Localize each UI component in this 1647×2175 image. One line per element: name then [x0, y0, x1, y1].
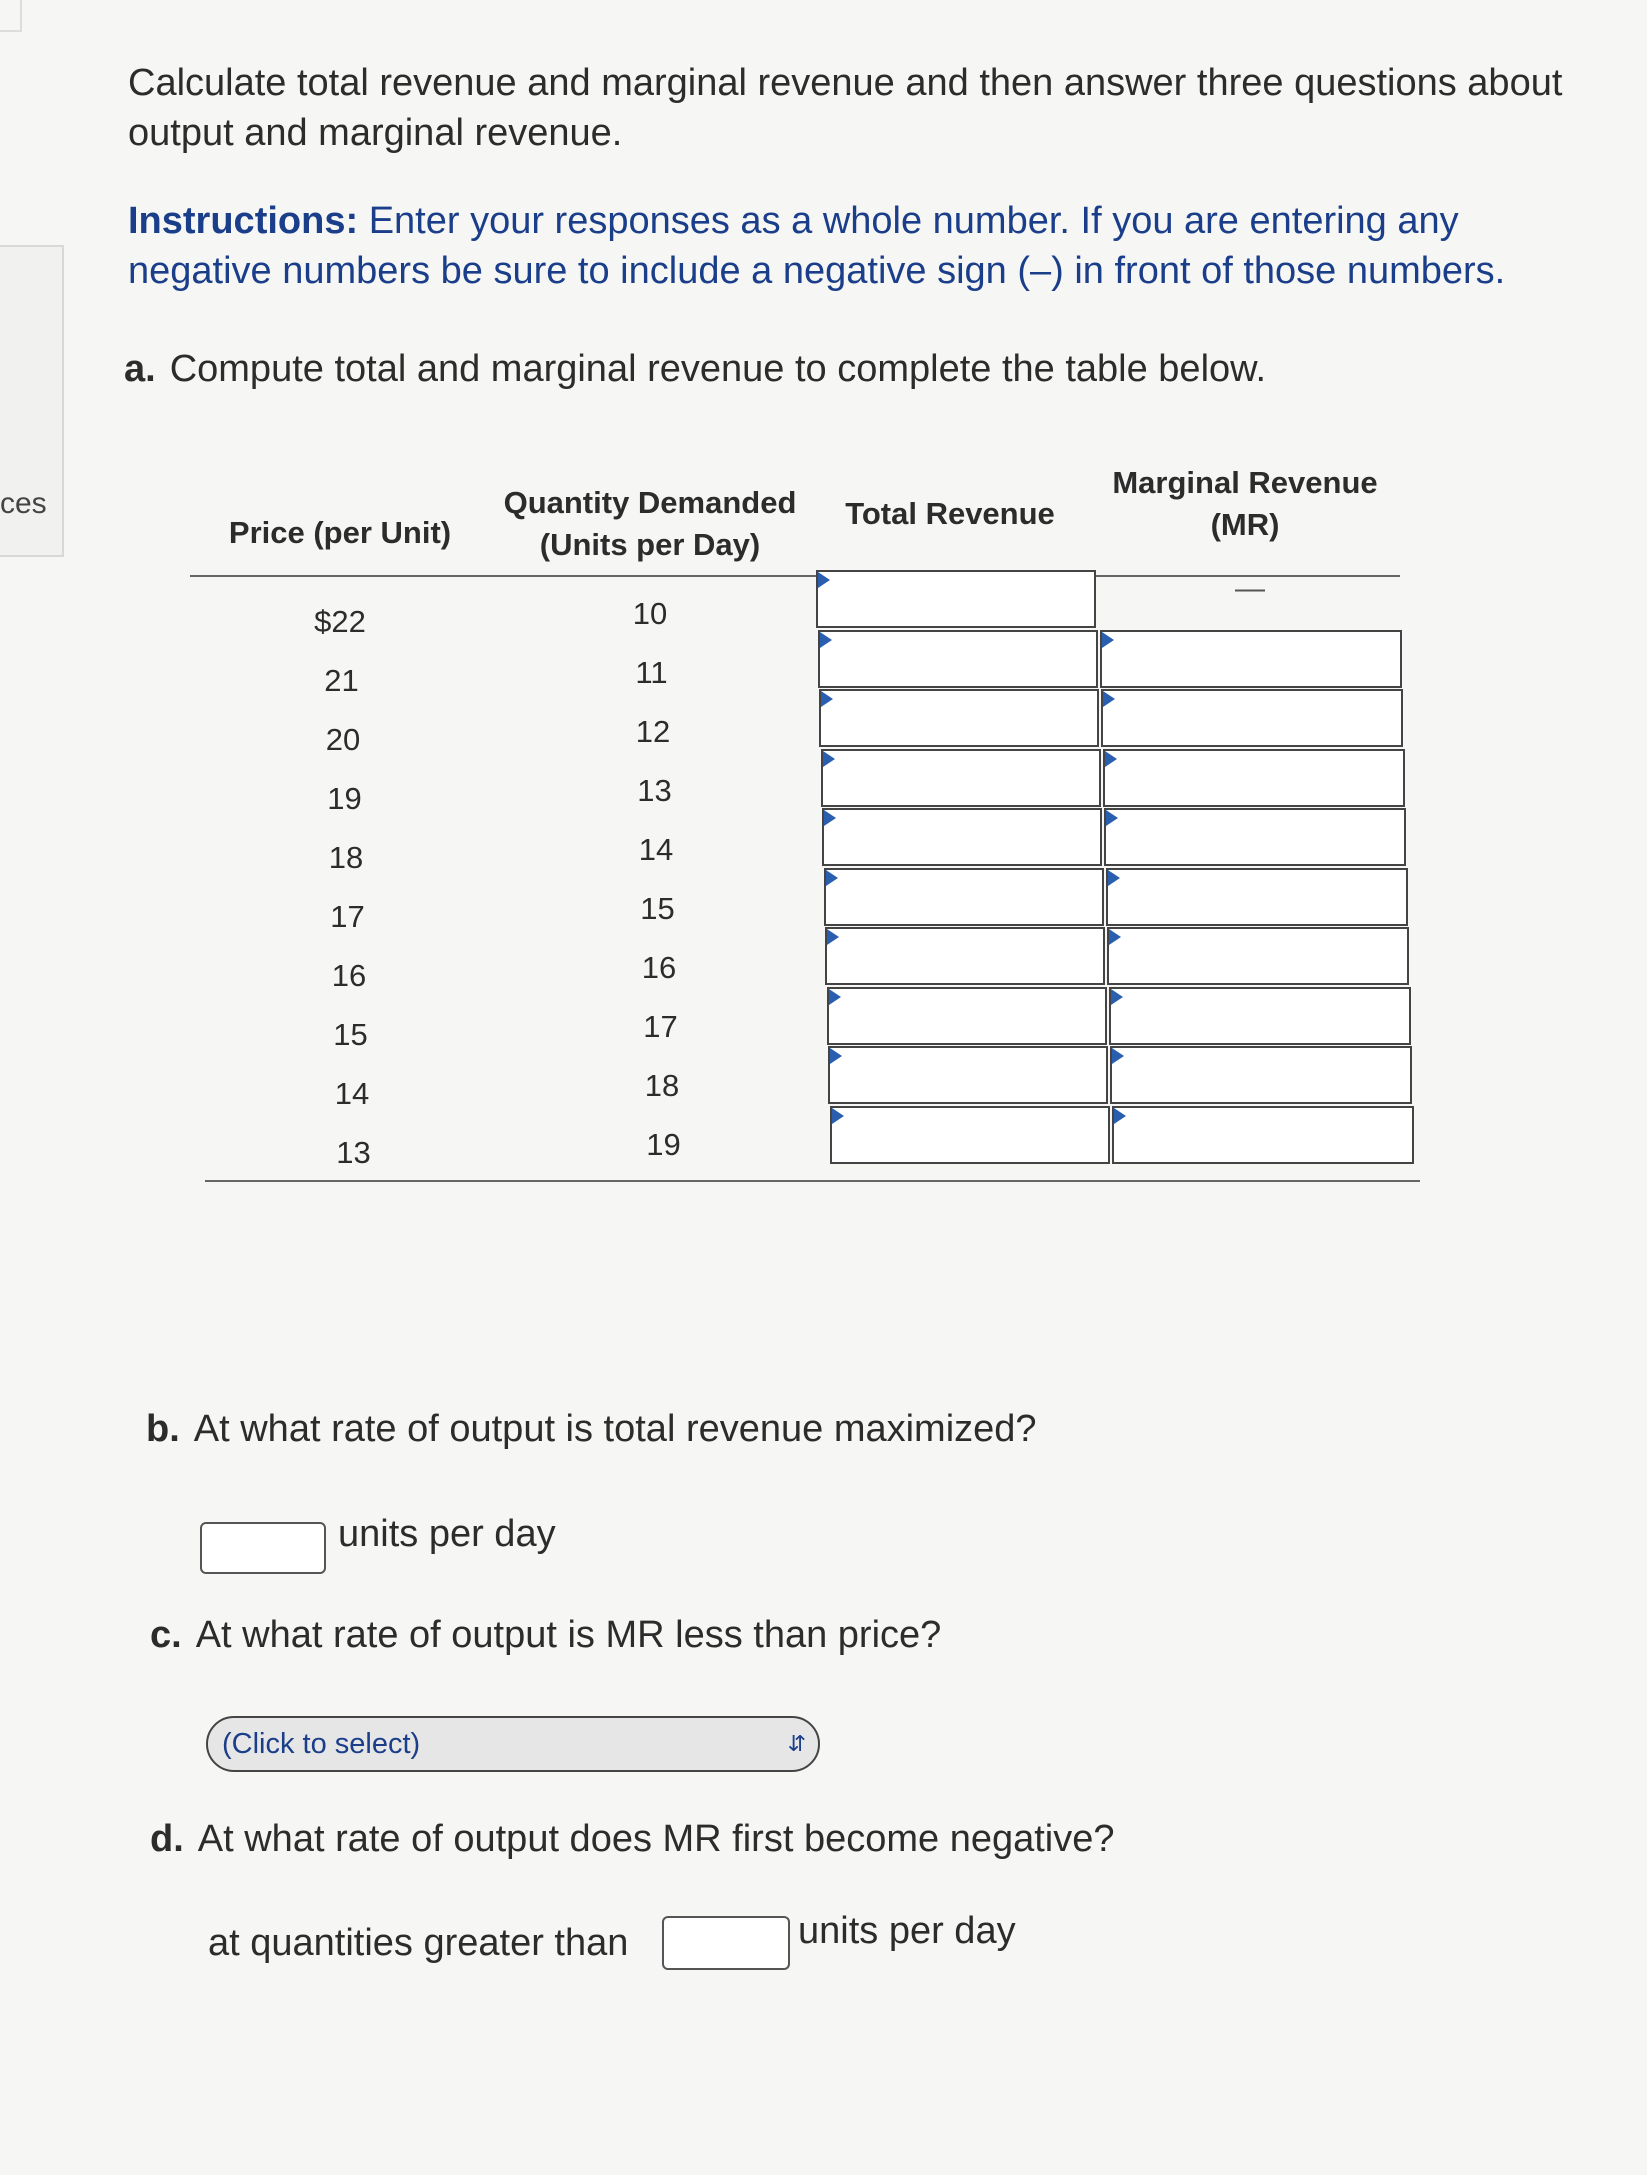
instructions	[128, 196, 1548, 296]
price-cell: 21	[324, 663, 359, 698]
price-cell: 18	[328, 840, 364, 875]
total-revenue-input[interactable]	[825, 927, 1105, 985]
marginal-revenue-input[interactable]	[1109, 987, 1411, 1045]
marginal-revenue-input[interactable]	[1100, 630, 1402, 688]
part-d-text: At what rate of output does MR first become negative?	[197, 1818, 1115, 1860]
part-d-letter: d.	[150, 1818, 184, 1860]
intro-text: Calculate total revenue and marginal revenue and then answer three questions about output and marginal revenue.	[128, 62, 1563, 154]
price-cell: 13	[336, 1135, 371, 1170]
total-revenue-input[interactable]	[819, 689, 1099, 747]
header-quantity	[490, 482, 810, 566]
part-d-prefix: at quantities greater than	[208, 1922, 629, 1964]
header-price: Price (per Unit)	[228, 515, 452, 550]
price-cell: $22	[314, 604, 366, 639]
total-revenue-input[interactable]	[824, 868, 1104, 926]
mr-first-cell: —	[1235, 572, 1265, 605]
marginal-revenue-input[interactable]	[1104, 808, 1406, 866]
total-revenue-input[interactable]	[822, 808, 1102, 866]
header-quantity-line2: (Units per Day)	[539, 527, 761, 562]
part-c-text: At what rate of output is MR less than price?	[195, 1614, 942, 1656]
quantity-cell: 12	[635, 714, 671, 749]
total-revenue-input[interactable]	[818, 630, 1098, 688]
instructions-text: Enter your responses as a whole number. If you are entering any negative numbers be sure to include a negative sign (–) in front of those numbers.	[128, 200, 1506, 292]
price-cell: 14	[334, 1076, 370, 1111]
part-d-prompt	[150, 1818, 1115, 1861]
part-b-answer-input[interactable]	[200, 1522, 326, 1574]
table-bottom-divider	[205, 1180, 1420, 1182]
header-mr-line1: Marginal Revenue	[1112, 465, 1378, 500]
marginal-revenue-input[interactable]	[1110, 1046, 1412, 1104]
header-mr	[1090, 462, 1400, 546]
part-a-letter: a.	[124, 348, 156, 390]
select-arrows-icon: ⇵	[787, 1731, 806, 1756]
header-mr-line2: (MR)	[1210, 507, 1280, 542]
side-panel-label: ces	[0, 487, 47, 520]
part-c-letter: c.	[150, 1614, 182, 1656]
total-revenue-input[interactable]	[816, 570, 1096, 628]
marginal-revenue-input[interactable]	[1103, 749, 1405, 807]
part-a-text: Compute total and marginal revenue to complete the table below.	[169, 348, 1267, 390]
marginal-revenue-input[interactable]	[1101, 689, 1403, 747]
header-quantity-line1: Quantity Demanded	[503, 485, 797, 520]
quantity-cell: 19	[646, 1127, 681, 1162]
side-panel-edge	[0, 0, 22, 32]
table-header-divider	[190, 575, 1400, 577]
price-cell: 20	[325, 722, 361, 757]
price-cell: 15	[333, 1017, 368, 1052]
header-total-revenue: Total Revenue	[845, 496, 1055, 531]
quantity-cell: 10	[632, 596, 668, 631]
total-revenue-input[interactable]	[827, 987, 1107, 1045]
part-b-text: At what rate of output is total revenue maximized?	[193, 1408, 1037, 1450]
part-b-unit: units per day	[338, 1513, 556, 1555]
instructions-label: Instructions:	[128, 200, 359, 242]
total-revenue-input[interactable]	[821, 749, 1101, 807]
quantity-cell: 14	[638, 832, 674, 867]
part-c-select-value: (Click to select)	[222, 1728, 421, 1760]
marginal-revenue-input[interactable]	[1107, 927, 1409, 985]
part-d-answer-input[interactable]	[662, 1916, 790, 1970]
total-revenue-input[interactable]	[830, 1106, 1110, 1164]
part-d-unit: units per day	[798, 1910, 1016, 1952]
quantity-cell: 18	[644, 1068, 680, 1103]
quantity-cell: 16	[641, 950, 677, 985]
marginal-revenue-input[interactable]	[1106, 868, 1408, 926]
price-cell: 17	[330, 899, 365, 934]
price-cell: 16	[331, 958, 367, 993]
quantity-cell: 11	[635, 655, 668, 690]
quantity-cell: 13	[637, 773, 672, 808]
part-b-letter: b.	[146, 1408, 180, 1450]
part-c-select[interactable]	[206, 1716, 820, 1772]
quantity-cell: 17	[643, 1009, 678, 1044]
part-a-prompt	[124, 348, 1266, 391]
marginal-revenue-input[interactable]	[1112, 1106, 1414, 1164]
part-c-prompt	[150, 1614, 941, 1657]
total-revenue-input[interactable]	[828, 1046, 1108, 1104]
part-b-prompt	[146, 1408, 1037, 1451]
price-cell: 19	[327, 781, 362, 816]
quantity-cell: 15	[640, 891, 675, 926]
